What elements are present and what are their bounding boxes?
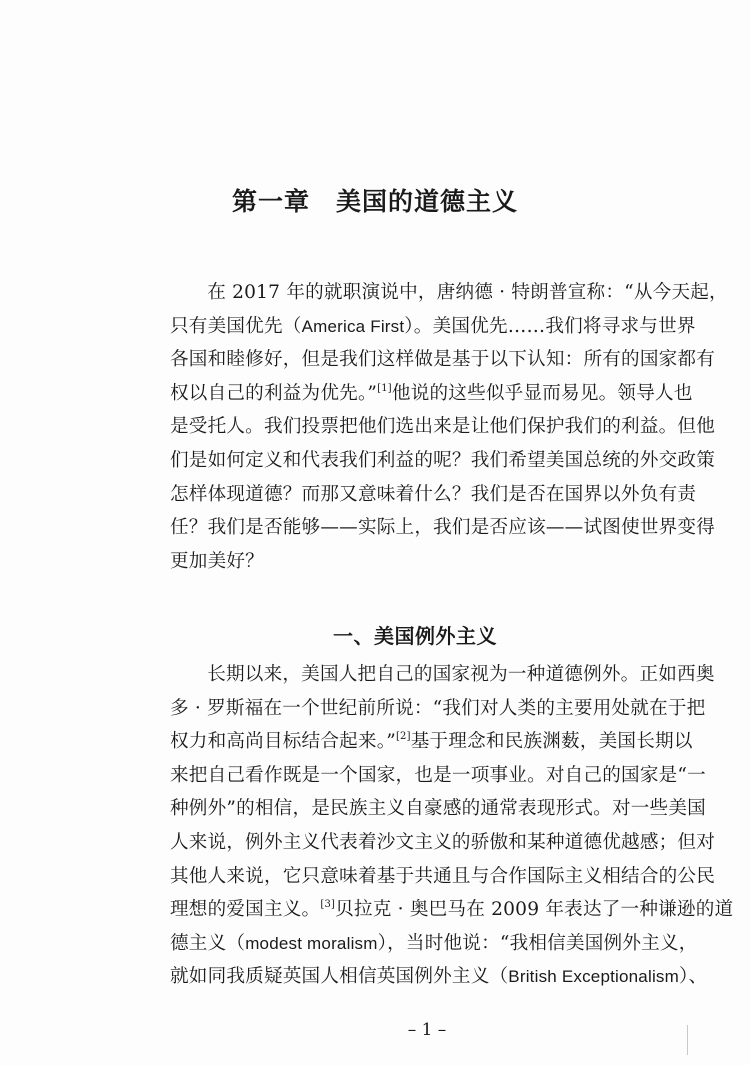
footnote-marker[interactable]: [2]	[395, 731, 411, 743]
paragraph-line: 理想的爱国主义。[3]贝拉克 · 奥巴马在 2009 年表达了一种谦逊的道	[170, 899, 734, 921]
paragraph-line: 长期以来，美国人把自己的国家视为一种道德例外。正如西奥	[207, 664, 715, 685]
chapter-title	[0, 182, 750, 218]
page-number: – 1 –	[407, 1020, 447, 1040]
chapter-number: 第一章	[231, 187, 310, 216]
paragraph-line: 怎样体现道德？而那又意味着什么？我们是否在国界以外负有责	[170, 483, 697, 505]
paragraph-line: 是受托人。我们投票把他们选出来是让他们保护我们的利益。但他	[170, 416, 716, 438]
paragraph-line: 种例外”的相信，是民族主义自豪感的通常表现形式。对一些美国	[170, 798, 706, 820]
footnote-marker[interactable]: [3]	[320, 899, 336, 911]
paragraph-line: 多 · 罗斯福在一个世纪前所说：“我们对人类的主要用处就在于把	[170, 697, 706, 719]
paragraph-line: 任？我们是否能够——实际上，我们是否应该——试图使世界变得	[170, 517, 716, 539]
paragraph-line: 其他人来说，它只意味着基于共通且与合作国际主义相结合的公民	[170, 865, 716, 887]
paragraph-line: 就如同我质疑英国人相信英国例外主义（British Exceptionalism）、	[170, 966, 708, 988]
english-term: modest moralism	[245, 933, 378, 953]
english-term: America First	[301, 316, 405, 336]
chapter-name: 美国的道德主义	[336, 187, 519, 216]
footnote-marker[interactable]: [1]	[377, 382, 392, 394]
paragraph-line: 来把自己看作既是一个国家，也是一项事业。对自己的国家是“一	[170, 764, 706, 786]
paragraph-line: 们是如何定义和代表我们利益的呢？我们希望美国总统的外交政策	[170, 449, 716, 471]
paragraph-line: 更加美好？	[170, 550, 264, 572]
paragraph-line: 各国和睦修好，但是我们这样做是基于以下认知：所有的国家都有	[170, 349, 716, 371]
paragraph-1	[170, 276, 728, 578]
paragraph-line: 德主义（modest moralism），当时他说：“我相信美国例外主义，	[170, 932, 698, 954]
paragraph-line: 在 2017 年的就职演说中，唐纳德 · 特朗普宣称：“从今天起，	[207, 282, 728, 303]
english-term: British Exceptionalism	[508, 967, 679, 987]
paragraph-line: 只有美国优先（America First）。美国优先……我们将寻求与世界	[170, 315, 696, 337]
paragraph-line: 权以自己的利益为优先。”[1]他说的这些似乎显而易见。领导人也	[170, 382, 693, 404]
paragraph-2	[170, 658, 734, 994]
paragraph-line: 人来说，例外主义代表着沙文主义的骄傲和某种道德优越感；但对	[170, 831, 716, 853]
paragraph-line: 权力和高尚目标结合起来。”[2]基于理念和民族渊薮，美国长期以	[170, 731, 693, 753]
scan-edge-mark	[687, 1025, 688, 1055]
section-heading: 一、美国例外主义	[333, 624, 497, 648]
